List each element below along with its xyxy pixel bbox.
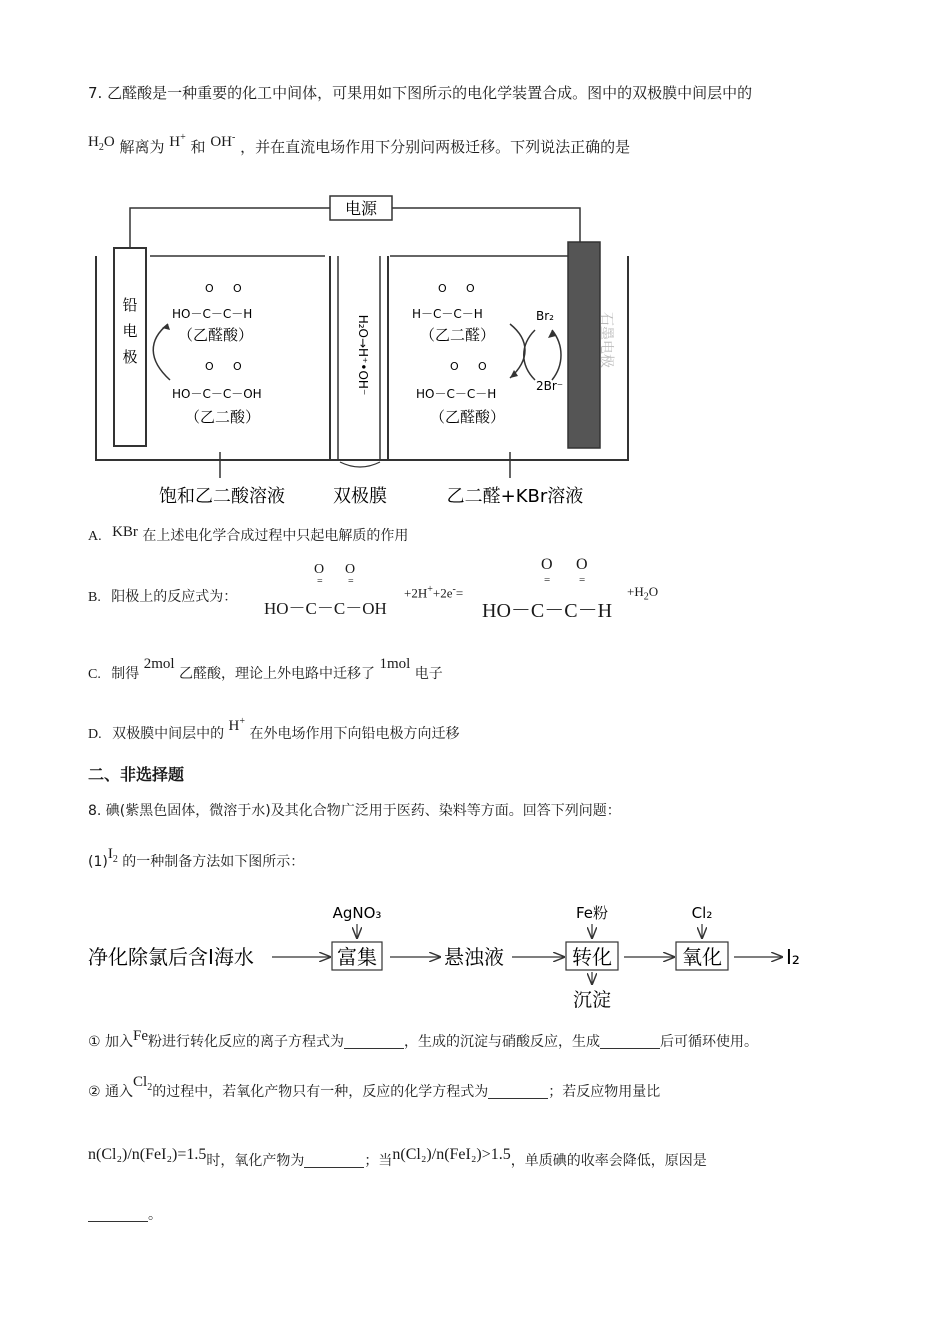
caption-right: 乙二醛+KBr溶液 <box>446 486 584 507</box>
lead-electrode-ch3: 极 <box>122 348 138 366</box>
optb-lhs-o1: O <box>314 562 325 577</box>
right-top-formula: H－C－C－H <box>412 307 483 321</box>
svg-text:O: O <box>233 282 242 295</box>
h-plus: H <box>169 134 181 150</box>
svg-text:O: O <box>450 360 459 373</box>
h2o-formula: H <box>88 134 99 150</box>
right-bot-formula: HO－C－C－H <box>416 387 497 401</box>
ratio-gt: n(Cl₂)/n(FeI₂)>1.5 <box>392 1146 511 1163</box>
br2-label: Br₂ <box>536 309 554 323</box>
iodine-flow-diagram <box>86 894 816 1014</box>
left-top-formula: HO－C－C－H <box>172 307 253 321</box>
q8-sub2-line3: 。 <box>88 1204 162 1224</box>
reagent-agno3: AgNO₃ <box>332 904 382 922</box>
flow-precipitate: 沉淀 <box>572 989 612 1011</box>
lead-electrode-ch2: 电 <box>122 322 138 340</box>
lead-electrode <box>114 248 146 446</box>
svg-text:O: O <box>466 282 475 295</box>
section-title: 二、非选择题 <box>88 765 185 784</box>
flow-suspension: 悬浊液 <box>444 945 504 969</box>
right-top-name: （乙二醛） <box>420 326 496 344</box>
option-d[interactable]: D. 双极膜中间层中的 H+ 在外电场作用下向铅电极方向迁移 <box>88 716 460 742</box>
optb-lhs-formula: HO－C－C－OH <box>264 599 387 618</box>
svg-text:O: O <box>478 360 487 373</box>
optb-rhs-formula: HO－C－C－H <box>482 600 613 622</box>
option-a[interactable]: A. KBr 在上述电化学合成过程中只起电解质的作用 <box>88 524 409 544</box>
optb-lhs-o2: O <box>345 562 356 577</box>
optb-tail: $+H_2O$ <box>627 584 659 603</box>
svg-text:O: O <box>438 282 447 295</box>
q8-sub2-line2: n(Cl₂)/n(FeI₂)=1.5时，氧化产物为 ；当n(Cl₂)/n(FeI₂)>1.5，单质碘的收率会降低，原因是 <box>88 1146 707 1169</box>
caption-mid: 双极膜 <box>333 486 387 507</box>
step-enrich: 富集 <box>337 945 377 969</box>
br-minus-label: 2Br⁻ <box>536 379 564 393</box>
option-b[interactable]: B. 阳极上的反应式为： <box>88 589 238 605</box>
ratio-eq: n(Cl₂)/n(FeI₂)=1.5 <box>88 1146 207 1163</box>
right-bot-name: （乙醛酸） <box>430 408 506 426</box>
power-label: 电源 <box>344 199 378 218</box>
two-mol: 2mol <box>143 656 175 672</box>
one-mol: 1mol <box>379 656 411 672</box>
electrochemical-diagram <box>90 190 635 510</box>
left-arrow <box>153 324 170 380</box>
step-oxidize: 氧化 <box>682 945 722 969</box>
reagent-cl2: Cl₂ <box>691 904 713 922</box>
optb-middle: +2H++2e-= <box>404 584 464 601</box>
q8-part1: $(1)I_2$ 的一种制备方法如下图所示： <box>88 846 305 870</box>
left-top-name: （乙醛酸） <box>178 326 254 344</box>
o-mark: O <box>205 282 214 295</box>
svg-text:O: O <box>205 360 214 373</box>
option-c[interactable]: C. 制得 2mol 乙醛酸，理论上外电路中迁移了 1mol 电子 <box>88 656 443 682</box>
left-bot-name: （乙二酸） <box>185 408 261 426</box>
answer-blank-1[interactable] <box>344 1036 404 1049</box>
q7-stem-line2: $H_2O$ 解离为 H+ 和 OH- ，并在直流电场作用下分别问两极迁移。下列说法正确的是 <box>88 132 631 156</box>
answer-blank-4[interactable] <box>304 1155 364 1168</box>
flow-end: I₂ <box>786 945 800 969</box>
q7-stem-line1: 7. 乙醛酸是一种重要的化工中间体，可果用如下图所示的电化学装置合成。图中的双极膜中间层中的 <box>88 84 753 102</box>
answer-blank-2[interactable] <box>600 1036 660 1049</box>
oh-minus: OH <box>210 134 232 150</box>
q8-sub2-line1: ② 通入$Cl_2$的过程中，若氧化产物只有一种，反应的化学方程式为 ；若反应物用量比 <box>88 1074 661 1100</box>
kbr-formula: KBr <box>112 524 138 540</box>
svg-text:O: O <box>233 360 242 373</box>
graphite-electrode-label: 石墨电极 <box>598 312 614 368</box>
q8-sub1: ① 加入Fe粉进行转化反应的离子方程式为 ，生成的沉淀与硝酸反应，生成 后可循环使用。 <box>88 1028 759 1050</box>
reagent-fe: Fe粉 <box>575 904 609 922</box>
membrane-reaction: H₂O→H⁺•OH⁻ <box>356 314 370 396</box>
caption-left: 饱和乙二酸溶液 <box>159 486 285 507</box>
flow-start: 净化除氯后含I海水 <box>88 945 254 969</box>
answer-blank-3[interactable] <box>488 1086 548 1099</box>
left-bot-formula: HO－C－C－OH <box>172 387 262 401</box>
lead-electrode-ch1: 铅 <box>122 296 138 314</box>
optb-rhs-o1: O <box>541 556 553 573</box>
step-convert: 转化 <box>572 945 612 969</box>
optd-h: H <box>228 718 240 734</box>
graphite-electrode <box>568 242 600 448</box>
answer-blank-5[interactable] <box>88 1209 148 1222</box>
optb-rhs-o2: O <box>576 556 588 573</box>
q8-stem: 8. 碘(紫黑色固体，微溶于水)及其化合物广泛用于医药、染料等方面。回答下列问题： <box>88 803 621 819</box>
